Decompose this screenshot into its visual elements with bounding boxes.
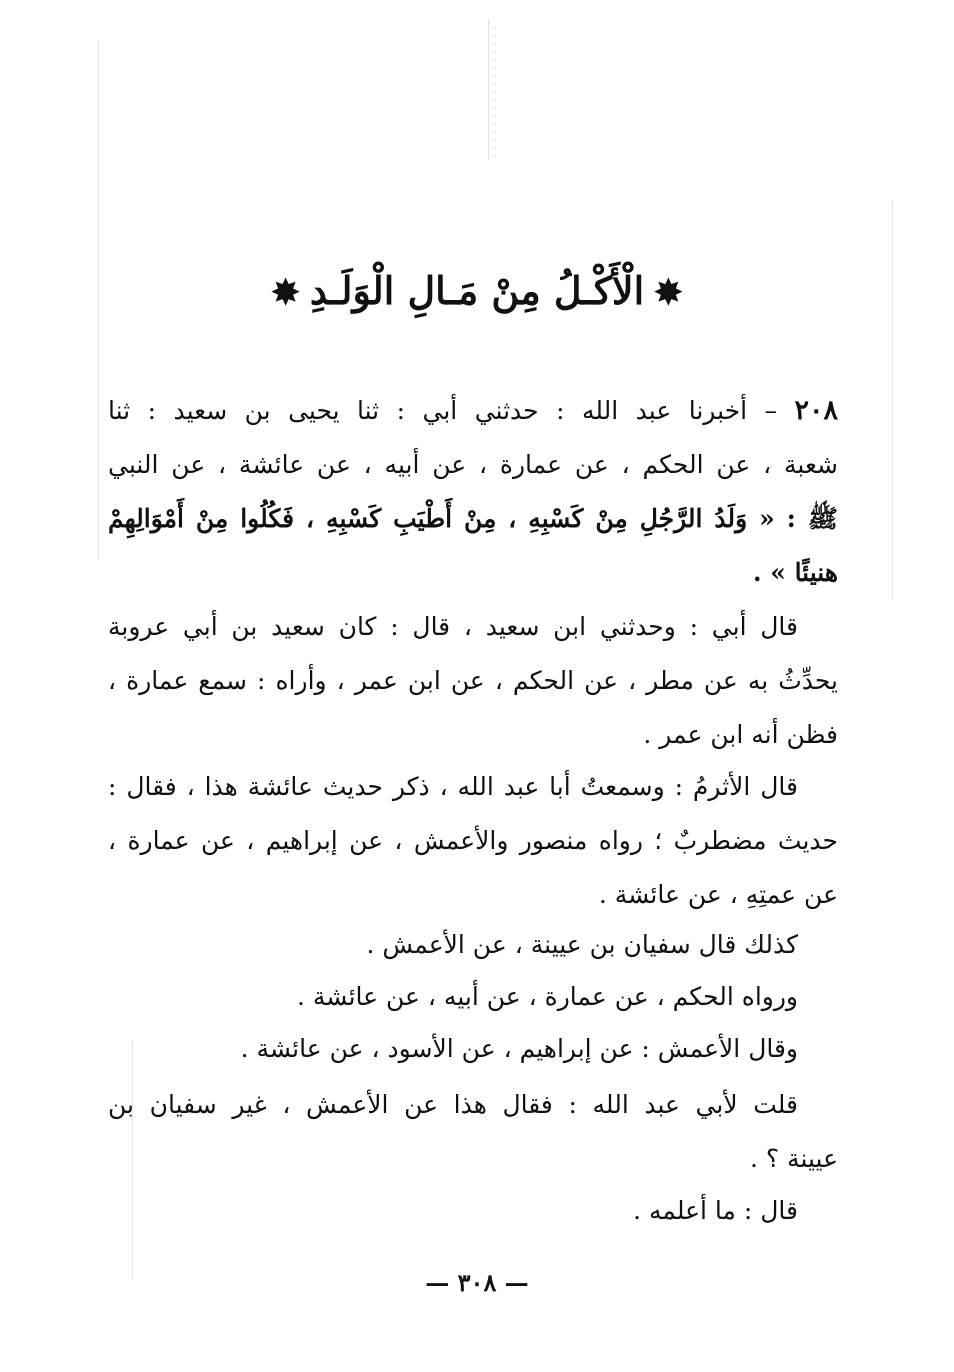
paragraph-line: ورواه الحكم ، عن عمارة ، عن أبيه ، عن عائشة .: [296, 982, 798, 1011]
chapter-title-text: الْأَكْـلُ مِنْ مَـالِ الْوَلَـدِ: [309, 268, 645, 313]
commentary-paragraph: [108, 600, 838, 762]
paragraph-line: قلت لأبي عبد الله : فقال هذا عن الأعمش ، غير سفيان بن: [108, 1090, 798, 1119]
hadith-block: [108, 384, 838, 600]
paragraph-line: قال أبي : وحدثني ابن سعيد ، قال : كان سعيد بن أبي عروبة: [108, 612, 798, 641]
paragraph-line: فظن أنه ابن عمر .: [643, 720, 838, 749]
paragraph-line: وقال الأعمش : عن إبراهيم ، عن الأسود ، عن عائشة .: [240, 1034, 798, 1063]
hadith-line: ﷺ : « وَلَدُ الرَّجُلِ مِنْ كَسْبِهِ ، مِنْ أَطْيَبِ كَسْبِهِ ، فَكُلُوا مِنْ أَمْوَالِهِمْ: [108, 504, 838, 533]
commentary-paragraph: [108, 1078, 838, 1186]
paragraph-line: قال : ما أعلمه .: [633, 1196, 798, 1225]
paragraph-line: قال الأثرمُ : وسمعتُ أبا عبد الله ، ذكر حديث عائشة هذا ، فقال :: [108, 772, 798, 801]
paragraph-line: عيينة ؟ .: [749, 1144, 838, 1173]
commentary-paragraph: [108, 760, 838, 922]
commentary-paragraph: [108, 970, 838, 1024]
chapter-title: [0, 268, 954, 313]
hadith-line: شعبة ، عن الحكم ، عن عمارة ، عن أبيه ، عن عائشة ، عن النبي: [108, 450, 838, 479]
paragraph-line: حديث مضطربٌ ؛ رواه منصور والأعمش ، عن إبراهيم ، عن عمارة ،: [108, 826, 838, 855]
hadith-line: ٢٠٨ – أخبرنا عبد الله : حدثني أبي : ثنا يحيى بن سعيد : ثنا: [108, 395, 838, 426]
commentary-paragraph: [108, 1184, 838, 1238]
ornament-star-icon: ✸: [271, 273, 300, 313]
hadith-line: هنيئًا » .: [752, 558, 838, 587]
commentary-paragraph: [108, 1022, 838, 1076]
scan-artifact-line: [892, 200, 893, 600]
ornament-star-icon: ✸: [654, 273, 683, 313]
hadith-number: ٢٠٨: [794, 395, 838, 426]
page-number: — ٣٠٨ —: [425, 1268, 529, 1297]
scan-artifact-line: [488, 20, 489, 160]
paragraph-line: يحدِّثُ به عن مطر ، عن الحكم ، عن ابن عمر ، وأراه : سمع عمارة ،: [108, 666, 838, 695]
commentary-paragraph: [108, 918, 838, 972]
paragraph-line: عن عمتِهِ ، عن عائشة .: [598, 880, 838, 909]
paragraph-line: كذلك قال سفيان بن عيينة ، عن الأعمش .: [366, 930, 798, 959]
